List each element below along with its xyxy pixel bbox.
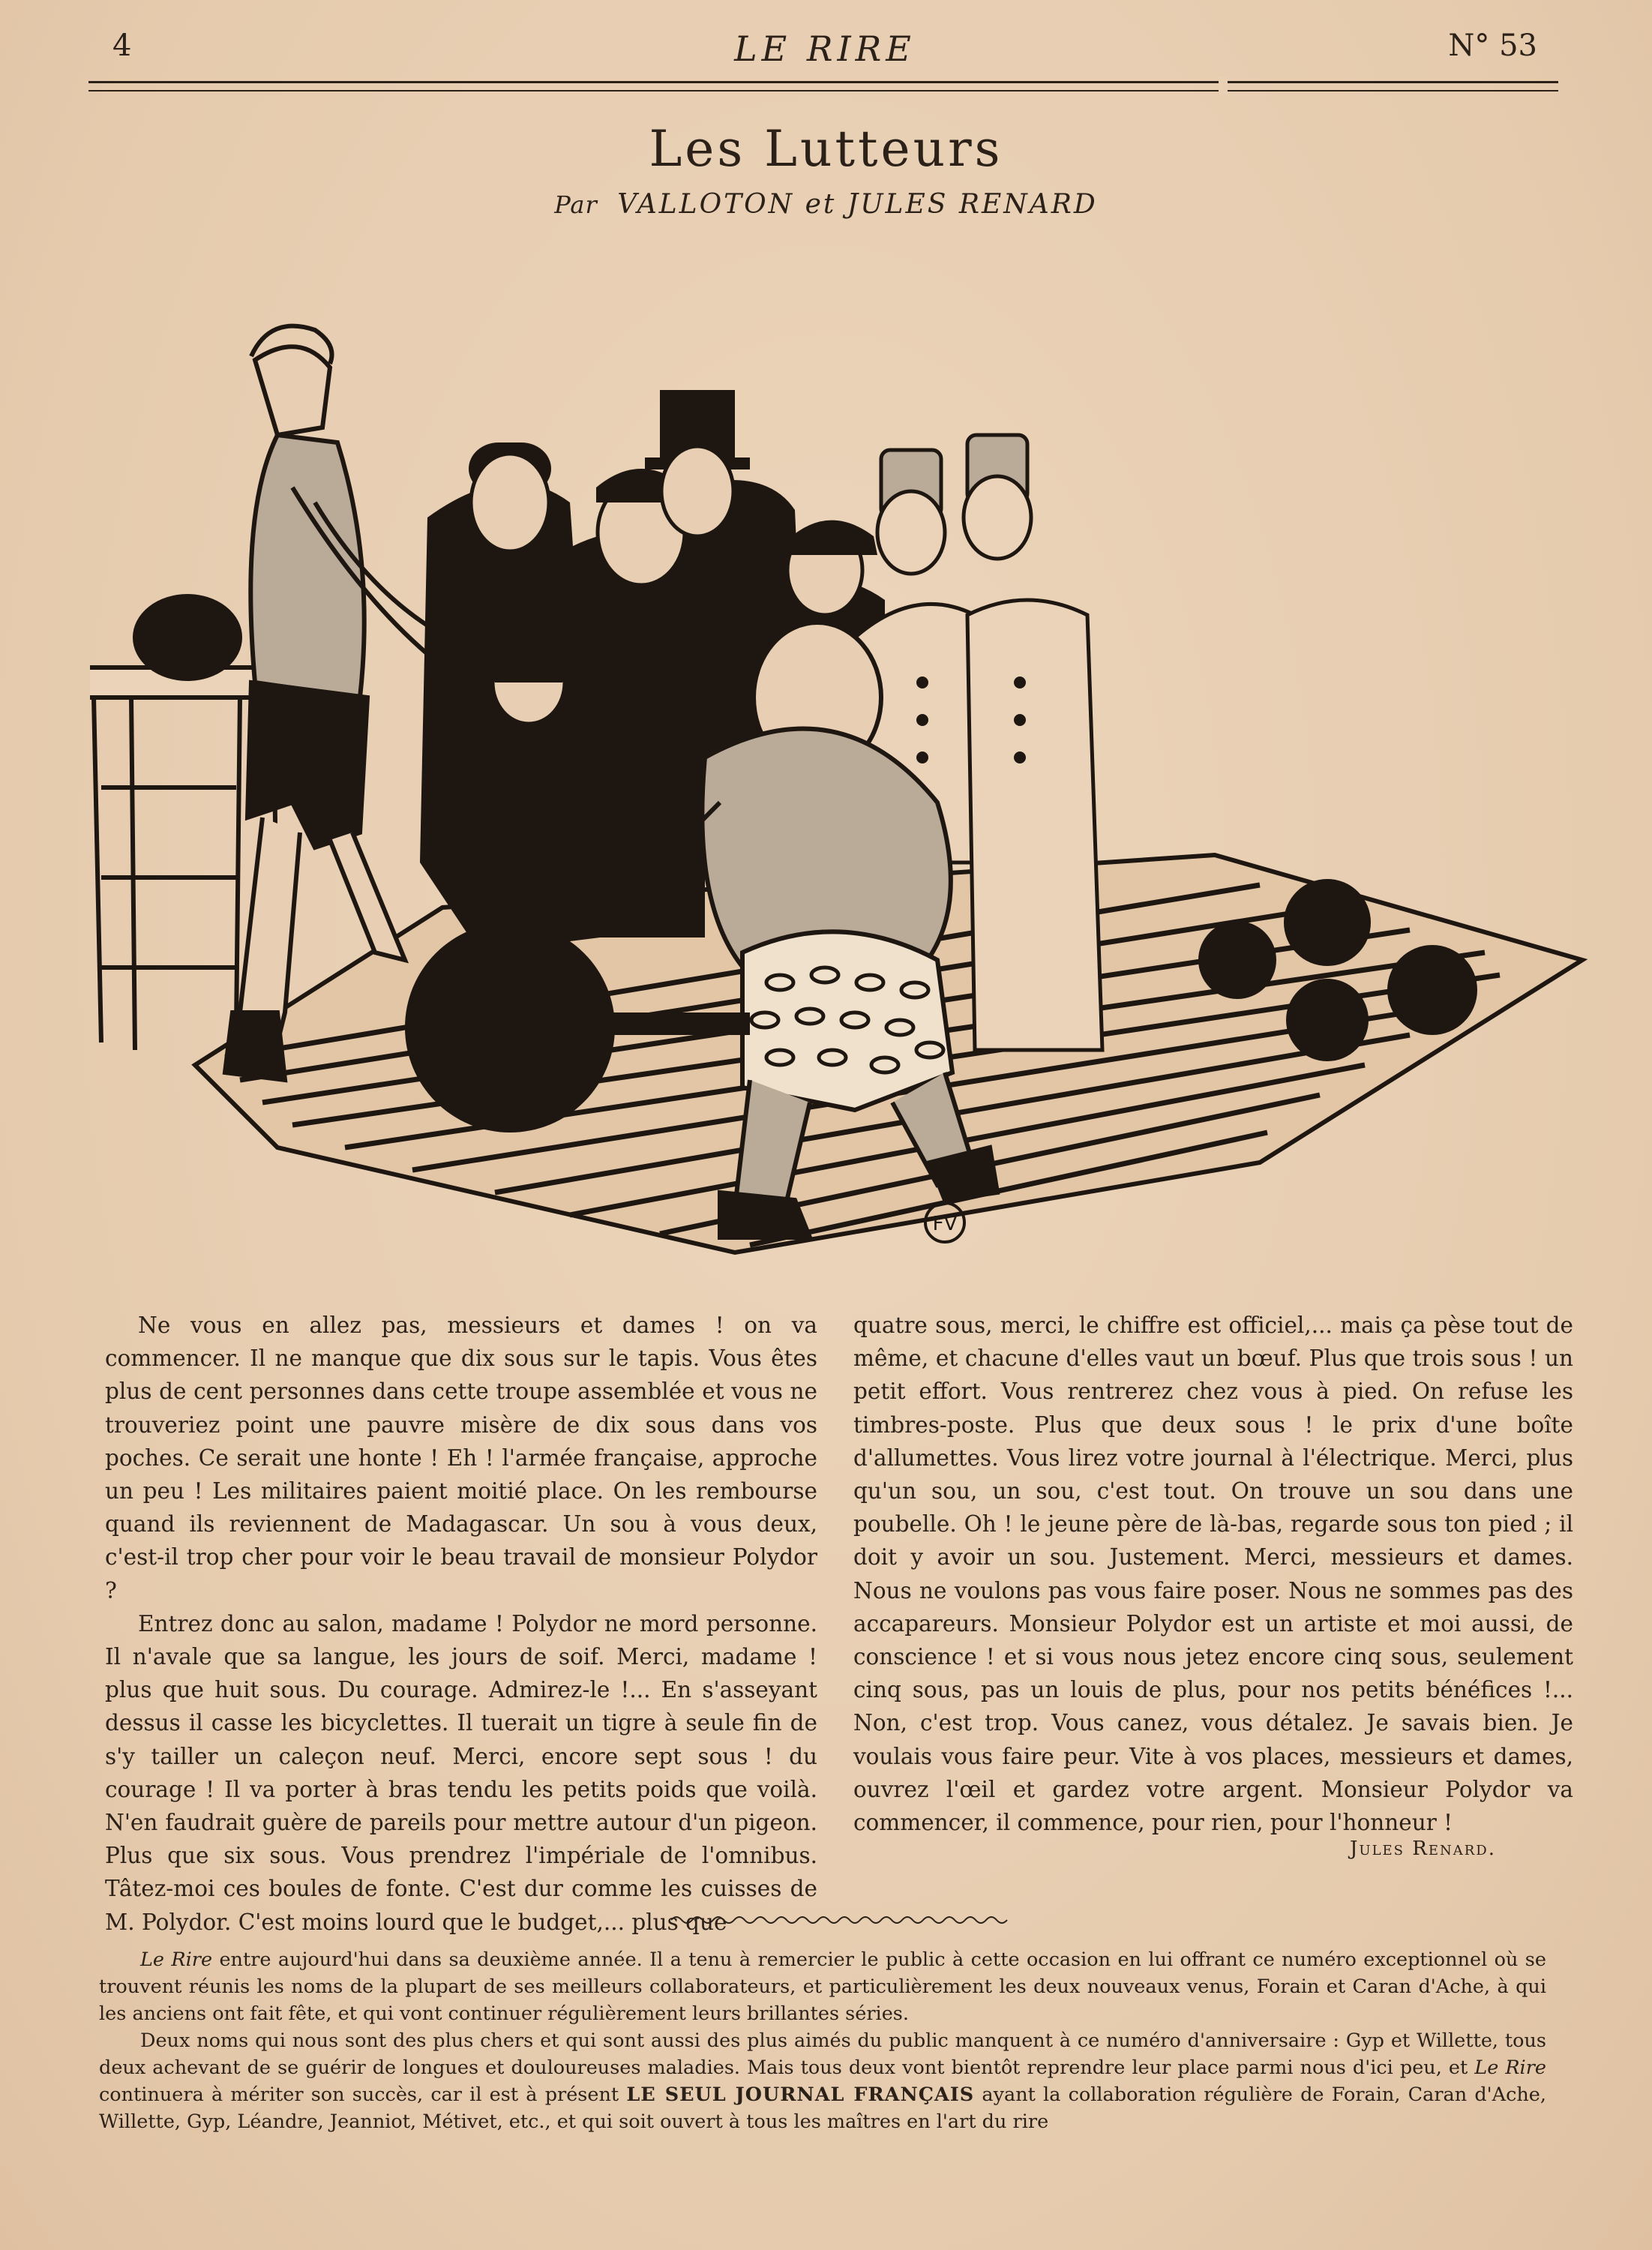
paragraph: Entrez donc au salon, madame ! Polydor ne mord personne. Il n'avale que sa langue, les jours de soif. Merci, madame ! plus que huit sous. Du courage. Admirez-le !... En s'asseyant dessus il casse les bicyclettes. Il tuerait un tigre à seule fin de s'y tailler un caleçon neuf. Merci, encore sept sous ! du courage ! Il va porter à bras tendu les petits poids que voilà. N'en faudrait guère de pareils pour mettre autour d'un pigeon. Plus que six sous. Vous prendrez l'impériale de l'omnibus. Tâtez-moi ces boules de fonte. C'est dur comme les cuisses de M. Polydor. C'est moins lourd que le budget,... plus que xyxy=(105,1610,817,1935)
editorial-note xyxy=(99,1946,1546,2135)
page-header xyxy=(112,28,1537,74)
article-title: Les Lutteurs xyxy=(649,120,1003,178)
note-paragraph: Deux noms qui nous sont des plus chers et qui sont aussi des plus aimés du public manquent à ce numéro d'anniversaire : Gyp et Willette, tous deux achevant de se guérir de longues et douloureuses maladies. Mais tous deux vont bientôt reprendre leur place parmi nous d'ici peu, et Le Rire continuera à mériter son succès, car il est à présent LE SEUL JOURNAL FRANÇAIS ayant la collaboration régulière de Forain, Caran d'Ache, Willette, Gyp, Léandre, Jeanniot, Métivet, etc., et qui soit ouvert à tous les maîtres en l'art du rire xyxy=(99,2030,1546,2133)
wavy-divider xyxy=(671,1912,1009,1928)
article-byline xyxy=(0,189,1652,220)
issue-number: N° 53 xyxy=(1448,28,1537,63)
byline-authors: VALLOTON et JULES RENARD xyxy=(617,189,1098,220)
header-rule xyxy=(88,81,1558,83)
emphasis-text: LE SEUL JOURNAL FRANÇAIS xyxy=(626,2084,975,2106)
wrestlers-illustration xyxy=(90,262,1605,1275)
page-number: 4 xyxy=(112,28,132,63)
paragraph: Ne vous en allez pas, messieurs et dames ! on va commencer. Il ne manque que dix sous sur le tapis. Vous êtes plus de cent personnes dans cette troupe assemblée et vous ne trouveriez point une pauvre misère de dix sous dans vos poches. Ce serait une honte ! Eh ! l'armée française, approche un peu ! Les militaires paient moitié place. On les rembourse quand ils reviennent de Madagascar. Un sou à vous deux, c'est-il trop cher pour voir le beau travail de monsieur Polydor ? xyxy=(105,1312,817,1604)
author-signature: Jules Renard. xyxy=(1350,1838,1496,1860)
publication-title: LE RIRE xyxy=(734,28,916,69)
header-rule-secondary xyxy=(88,90,1558,92)
article-column-right xyxy=(853,1309,1573,1839)
publication-name: Le Rire xyxy=(1474,2056,1546,2079)
article-column-left xyxy=(105,1309,817,1939)
paragraph: quatre sous, merci, le chiffre est officiel,... mais ça pèse tout de même, et chacune d'elles vaut un bœuf. Plus que trois sous ! un petit effort. Vous rentrerez chez vous à pied. On refuse les timbres-poste. Plus que deux sous ! le prix d'une boîte d'allumettes. Vous lirez votre journal à l'électrique. Merci, plus qu'un sou, un sou, c'est tout. On trouve un sou dans une poubelle. Oh ! le jeune père de là-bas, regarde sous ton pied ; il doit y avoir un sou. Justement. Merci, messieurs et dames. Nous ne voulons pas vous faire poser. Nous ne sommes pas des accapareurs. Monsieur Polydor est un artiste et moi aussi, de conscience ! et si vous nous jetez encore cinq sous, seulement cinq sous, pas un louis de plus, pour nos petits bénéfices !... Non, c'est trop. Vous canez, vous détalez. Je savais bien. Je voulais vous faire peur. Vite à vos places, messieurs et dames, ouvrez l'œil et gardez votre argent. Monsieur Polydor va commencer, il commence, pour rien, pour l'honneur ! xyxy=(853,1312,1573,1836)
note-paragraph: Le Rire entre aujourd'hui dans sa deuxième année. Il a tenu à remercier le public à cette occasion en lui offrant ce numéro exceptionnel où se trouvent réunis les noms de la plupart de ses meilleurs collaborateurs, et particulièrement les deux nouveaux venus, Forain et Caran d'Ache, à qui les anciens ont fait fête, et qui vont continuer régulièrement leurs brillantes séries. xyxy=(99,1948,1546,2025)
monogram-text: FV xyxy=(932,1213,958,1235)
byline-prefix: Par xyxy=(554,190,598,219)
publication-name: Le Rire xyxy=(140,1948,213,1971)
